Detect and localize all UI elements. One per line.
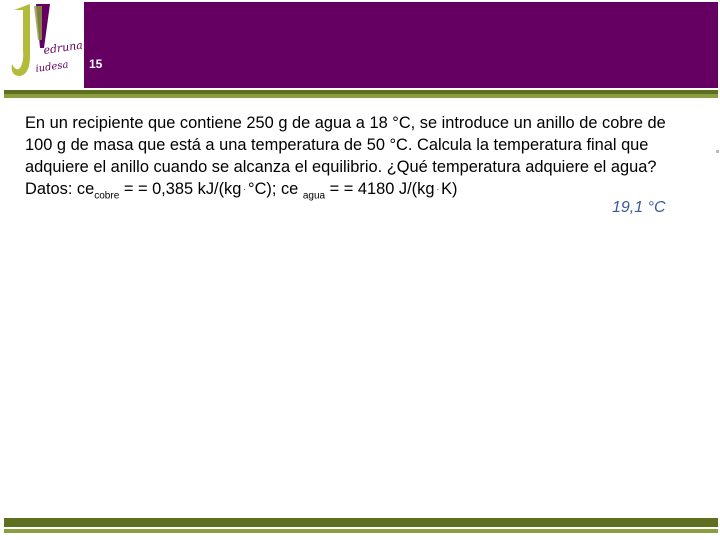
problem-statement: En un recipiente que contiene 250 g de agua a 18 °C, se introduce un anillo de cobre de 100 g de masa que está a una temperatura de 50 °C. Calcula la temperatura final que adquiere el anillo cuando se alcanza el equilibrio. ¿Qué temperatura adquiere el agua? bbox=[25, 114, 666, 176]
logo-graphic bbox=[0, 0, 84, 88]
answer: 19,1 °C bbox=[612, 199, 666, 216]
edge-mark bbox=[716, 150, 719, 153]
svg-text:edruna: edruna bbox=[42, 38, 84, 57]
top-divider bbox=[4, 90, 718, 98]
problem-data: Datos: $ce_{cobre}$ = = 0,385 kJ/(kg · °C); ce $_{agua}$ = = 4180 J/(kg · K) bbox=[25, 180, 458, 202]
header-band bbox=[84, 2, 718, 88]
bottom-divider bbox=[4, 518, 718, 534]
svg-text:iudesa: iudesa bbox=[34, 59, 70, 75]
problem-body bbox=[25, 112, 695, 201]
slide-number: 15 bbox=[89, 57, 103, 71]
logo bbox=[0, 0, 84, 88]
